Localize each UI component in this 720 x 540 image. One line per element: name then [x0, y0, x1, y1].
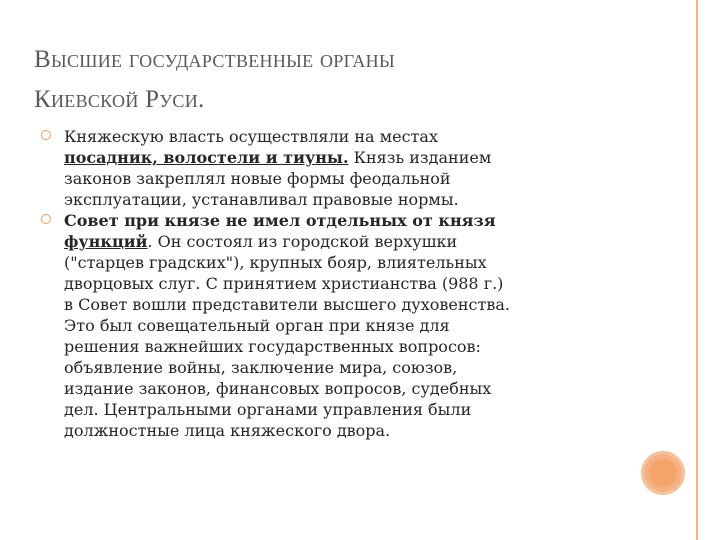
- text-line: [64, 168, 632, 189]
- text-line: [64, 357, 632, 378]
- bullet-list: [34, 126, 632, 441]
- text-line: [64, 147, 632, 168]
- text-line: [64, 336, 632, 357]
- title-line-2: Киевской Руси.: [34, 86, 205, 113]
- text-run: Это был совещательный орган при князе для: [64, 316, 450, 335]
- text-line: [64, 273, 632, 294]
- title-line-1: Высшие государственные органы: [34, 46, 395, 73]
- decorative-circle-inner: [649, 459, 677, 487]
- bullet-circle-icon: [41, 214, 51, 224]
- text-run: объявление войны, заключение мира, союзов,: [64, 358, 458, 377]
- text-line: [64, 231, 632, 252]
- bullet-item: [34, 126, 632, 210]
- text-line: [64, 294, 632, 315]
- text-line: [64, 210, 632, 231]
- text-run: . Он состоял из городской верхушки: [147, 232, 458, 251]
- text-run: Князь изданием: [348, 148, 492, 167]
- text-run: посадник, волостели и тиуны.: [64, 148, 349, 167]
- text-run: Княжескую власть осуществляли на местах: [64, 127, 438, 146]
- text-run: издание законов, финансовых вопросов, судебных: [64, 379, 492, 398]
- text-line: [64, 189, 632, 210]
- text-line: [64, 315, 632, 336]
- text-run: функций: [64, 232, 148, 251]
- text-line: [64, 420, 632, 441]
- text-run: должностные лица княжеского двора.: [64, 421, 391, 440]
- text-run: дворцовых слуг. С принятием христианства (988 г.): [64, 274, 504, 293]
- text-run: ("старцев градских"), крупных бояр, влиятельных: [64, 253, 487, 272]
- text-run: в Совет вошли представители высшего духовенства.: [64, 295, 510, 314]
- text-run: законов закреплял новые формы феодальной: [64, 169, 451, 188]
- bullet-item: [34, 210, 632, 441]
- text-run: эксплуатации, устанавливал правовые нормы.: [64, 190, 459, 209]
- text-line: [64, 126, 632, 147]
- text-line: [64, 252, 632, 273]
- text-line: [64, 399, 632, 420]
- slide-frame-line: [696, 0, 698, 540]
- text-run: дел. Центральными органами управления были: [64, 400, 472, 419]
- text-line: [64, 378, 632, 399]
- text-run: Совет при князе не имел отдельных от князя: [64, 211, 496, 230]
- bullet-circle-icon: [41, 130, 51, 140]
- slide-title: [34, 40, 654, 120]
- text-run: решения важнейших государственных вопросов:: [64, 337, 481, 356]
